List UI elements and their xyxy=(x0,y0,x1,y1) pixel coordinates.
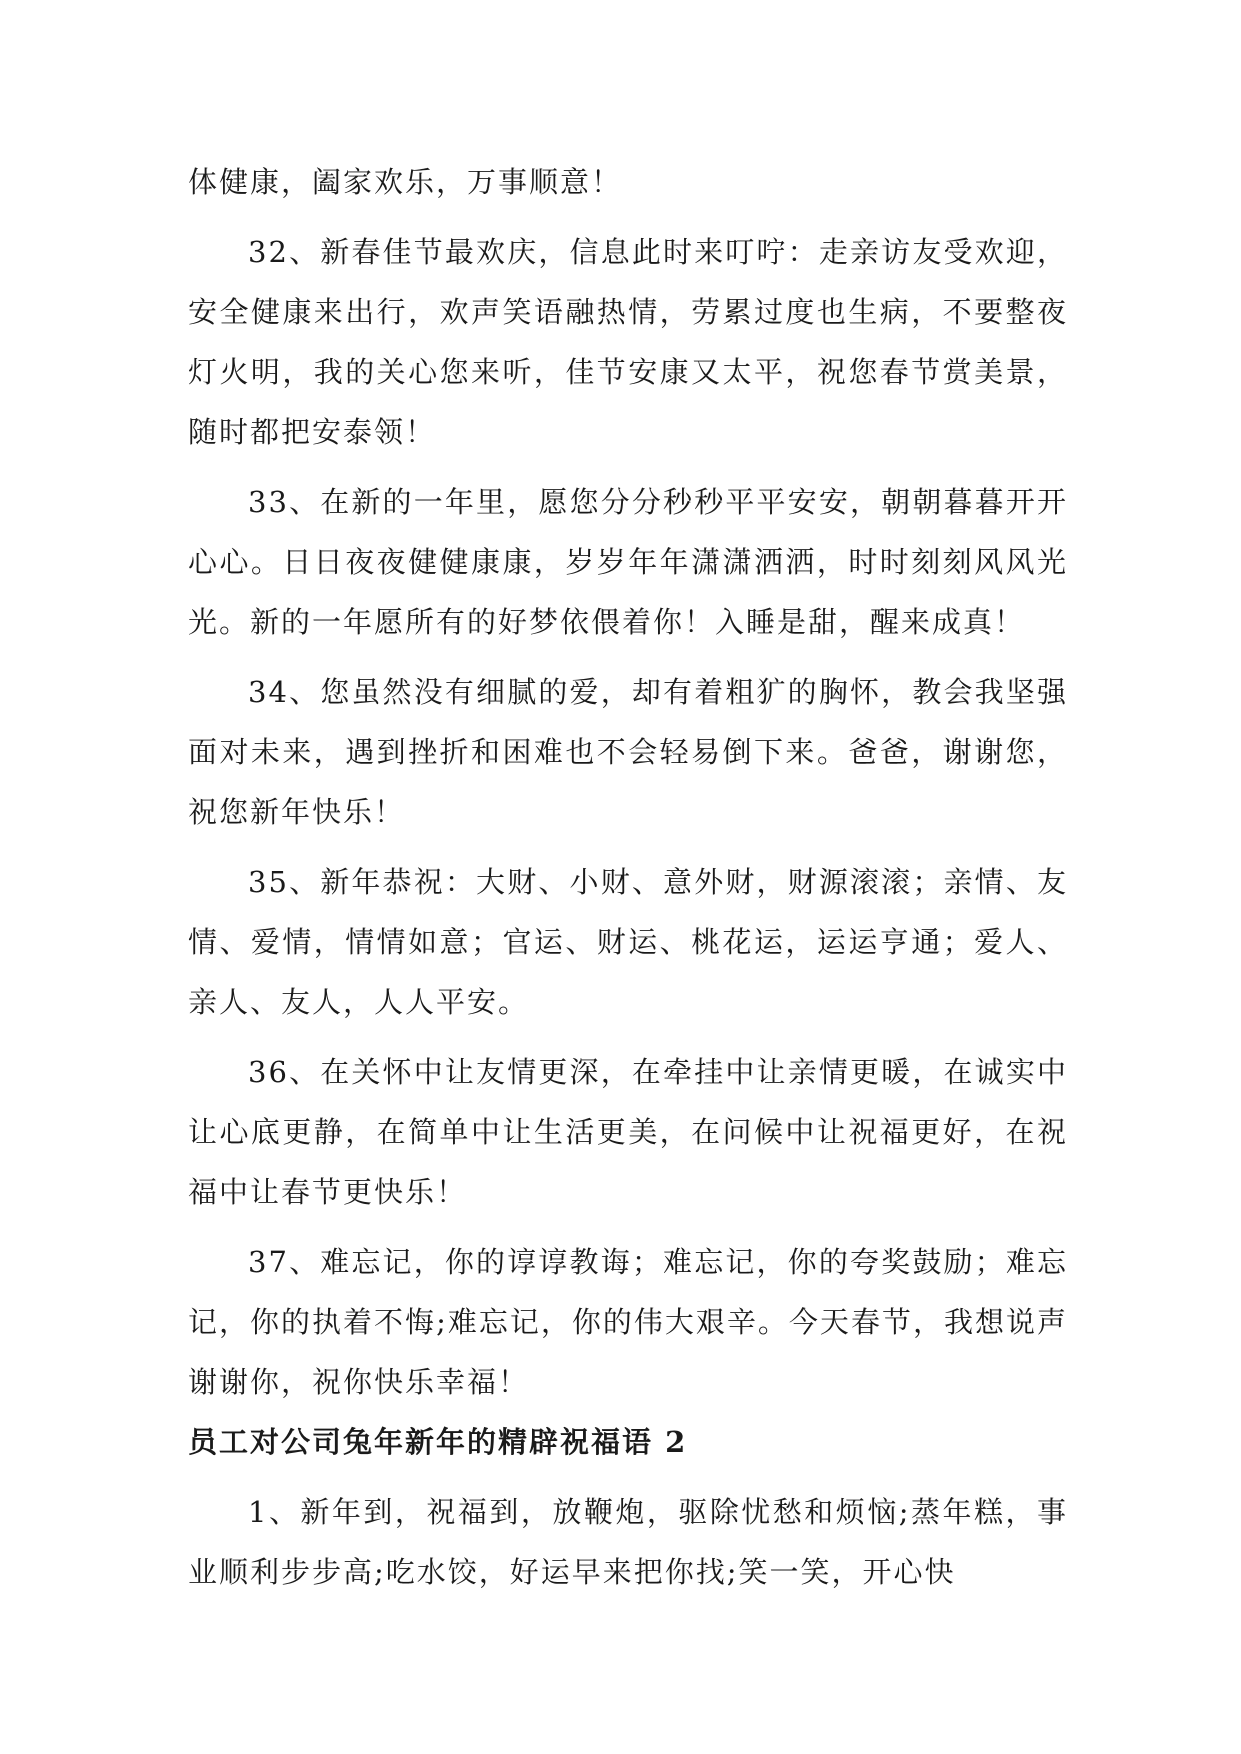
document-page xyxy=(188,152,1068,1602)
section-paragraph-1: 1、新年到，祝福到，放鞭炮，驱除忧愁和烦恼;蒸年糕，事业顺利步步高;吃水饺，好运早来把你找;笑一笑，开心快 xyxy=(188,1495,1068,1589)
paragraph-gap xyxy=(188,1032,1068,1042)
paragraph-gap xyxy=(188,652,1068,662)
paragraph-34: 34、您虽然没有细腻的爱，却有着粗犷的胸怀，教会我坚强面对未来，遇到挫折和困难也不会轻易倒下来。爸爸，谢谢您，祝您新年快乐！ xyxy=(188,675,1068,829)
paragraph-gap xyxy=(188,1222,1068,1232)
paragraph-gap xyxy=(188,212,1068,222)
paragraph-32: 32、新春佳节最欢庆，信息此时来叮咛：走亲访友受欢迎，安全健康来出行，欢声笑语融热情，劳累过度也生病，不要整夜灯火明，我的关心您来听，佳节安康又太平，祝您春节赏美景，随时都把安泰领！ xyxy=(188,235,1068,449)
section-heading: 员工对公司兔年新年的精辟祝福语 2 xyxy=(188,1425,688,1459)
paragraph-35: 35、新年恭祝：大财、小财、意外财，财源滚滚；亲情、友情、爱情，情情如意；官运、财运、桃花运，运运亨通；爱人、亲人、友人，人人平安。 xyxy=(188,865,1068,1019)
paragraph-continuation: 体健康，阖家欢乐，万事顺意！ xyxy=(188,165,623,199)
paragraph-36: 36、在关怀中让友情更深，在牵挂中让亲情更暖，在诚实中让心底更静，在简单中让生活更美，在问候中让祝福更好，在祝福中让春节更快乐！ xyxy=(188,1055,1068,1209)
paragraph-33: 33、在新的一年里，愿您分分秒秒平平安安，朝朝暮暮开开心心。日日夜夜健健康康，岁岁年年潇潇洒洒，时时刻刻风风光光。新的一年愿所有的好梦依偎着你！入睡是甜，醒来成真！ xyxy=(188,485,1068,639)
paragraph-gap xyxy=(188,842,1068,852)
paragraph-gap xyxy=(188,1472,1068,1482)
paragraph-37: 37、难忘记，你的谆谆教诲；难忘记，你的夸奖鼓励；难忘记，你的执着不悔;难忘记，你的伟大艰辛。今天春节，我想说声谢谢你，祝你快乐幸福！ xyxy=(188,1245,1068,1399)
paragraph-gap xyxy=(188,462,1068,472)
